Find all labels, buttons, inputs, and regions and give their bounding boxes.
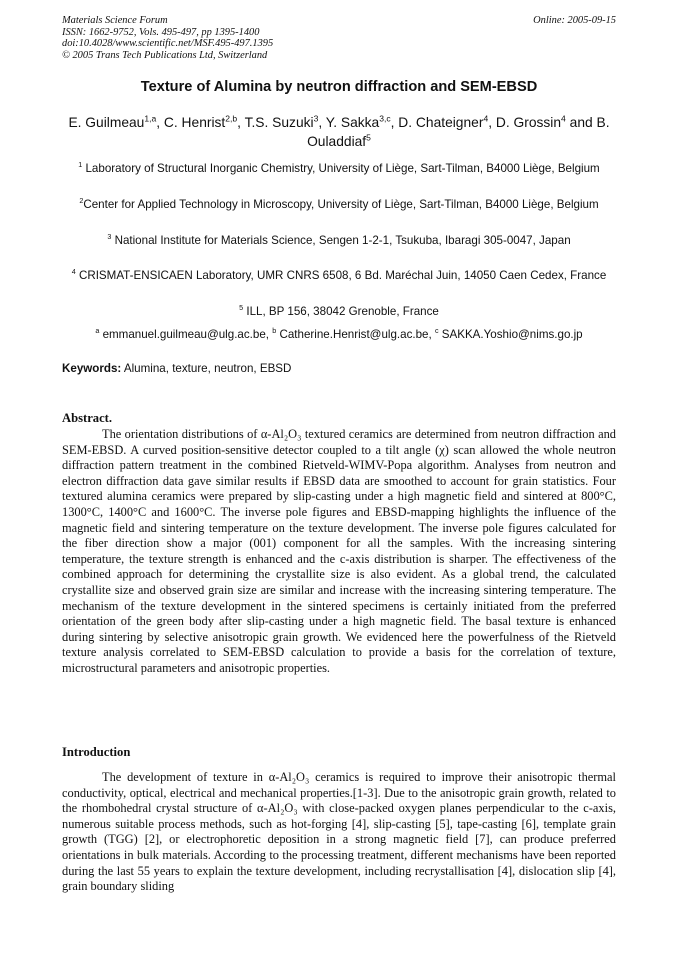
issn-line: ISSN: 1662-9752, Vols. 495-497, pp 1395-1400 [62, 26, 260, 38]
affiliation-1 [62, 161, 616, 178]
author-separator: , [390, 115, 399, 130]
keywords-text: Alumina, texture, neutron, EBSD [121, 362, 292, 375]
author-separator: , [237, 115, 245, 130]
affiliation-number: 1 [78, 160, 83, 170]
author-list [62, 113, 616, 151]
doi-line: doi:10.4028/www.scientific.net/MSF.495-497.1395 [62, 38, 274, 50]
affiliation-4 [62, 268, 616, 285]
online-date: Online: 2005-09-15 [533, 15, 616, 26]
introduction-heading: Introduction [62, 745, 131, 759]
author-affiliation-mark: 4 [483, 113, 489, 124]
author-affiliation-mark: 5 [366, 132, 371, 143]
author-affiliation-mark: 1,a [144, 113, 157, 124]
email-mark: c [434, 326, 439, 336]
keywords [62, 362, 616, 375]
email-address: SAKKA.Yoshio@nims.go.jp [438, 328, 583, 341]
affiliation-text: CRISMAT-ENSICAEN Laboratory, UMR CNRS 6508, 6 Bd. Maréchal Juin, 14050 Caen Cedex, France [75, 269, 607, 282]
affiliation-3 [62, 233, 616, 250]
author-name: C. Henrist [163, 115, 226, 130]
journal-name: Materials Science Forum [62, 15, 168, 26]
affiliation-text: ILL, BP 156, 38042 Grenoble, France [243, 305, 439, 318]
email-mark: a [95, 326, 100, 336]
author-affiliation-mark: 3 [313, 113, 319, 124]
affiliation-number: 3 [107, 232, 112, 242]
affiliation-number: 4 [71, 267, 76, 277]
author-affiliation-mark: 2,b [225, 113, 238, 124]
introduction-text: The development of texture in α-Al₂O₃ ceramics is required to improve their anisotropic thermal conductivity, optical, electrical and mechanical properties.[1-3]. Due to the anisotropic grain growth, related to the rhombohedral crystal structure of α-Al₂O₃ with close-packed oxygen planes perpendicular to the c-axis, numerous suitable process methods, such as hot-forging [4], slip-casting [5], tape-casting [6], template grain growth (TGG) [2], or electrophoretic deposition in a strong magnetic field [7], can produce preferred orientations in bulk materials. According to the processing treatment, different mechanisms have been reported during the last 55 years to explain the texture development, including recrystallisation [4], dislocation slip [4], grain boundary sliding [62, 770, 616, 894]
affiliation-text: Center for Applied Technology in Microscopy, University of Liège, Sart-Tilman, B4000 Liège, Belgium [83, 198, 599, 211]
author-name: Y. Sakka [325, 115, 380, 130]
paper-title: Texture of Alumina by neutron diffraction and SEM-EBSD [140, 79, 538, 95]
author-name: B. Ouladdiaf [307, 115, 610, 149]
author-separator: , [488, 115, 496, 130]
affiliation-text: Laboratory of Structural Inorganic Chemistry, University of Liège, Sart-Tilman, B4000 Liège, Belgium [82, 162, 600, 175]
author-affiliation-mark: 4 [561, 113, 566, 124]
affiliation-text: National Institute for Materials Science, Sengen 1-2-1, Tsukuba, Ibaragi 305-0047, Japan [111, 234, 571, 247]
author-separator: , [156, 115, 164, 130]
abstract-heading: Abstract. [62, 411, 113, 425]
affiliation-5 [62, 304, 616, 321]
author-separator: , [318, 115, 326, 130]
affiliation-number: 5 [239, 303, 244, 313]
affiliation-number: 2 [79, 196, 84, 206]
copyright-line: © 2005 Trans Tech Publications Ltd, Switzerland [62, 49, 268, 61]
author-affiliation-mark: 3,c [379, 113, 391, 124]
keywords-label: Keywords: [62, 362, 122, 375]
author-name: T.S. Suzuki [244, 115, 314, 130]
email-address: emmanuel.guilmeau@ulg.ac.be, [99, 328, 273, 341]
author-name: D. Grossin [495, 115, 562, 130]
author-separator: and [565, 115, 597, 130]
journal-header [62, 15, 616, 61]
email-mark: b [272, 326, 277, 336]
affiliation-2 [62, 197, 616, 214]
author-name: E. Guilmeau [68, 115, 145, 130]
abstract-text: The orientation distributions of α-Al₂O₃ textured ceramics are determined from neutron diffraction and SEM-EBSD. A curved position-sensitive detector coupled to a tilt angle (χ) scan allowed the whole neutron diffraction pattern treatment in the combined Rietveld-WIMV-Popa algorithm. Analyses from neutron and electron diffraction data gave similar results if EBSD data are smoothed to account for grain statistics. Four textured alumina ceramics were prepared by slip-casting under a high magnetic field and sintered at 800°C, 1300°C, 1400°C and 1600°C. The inverse pole figures and EBSD-mapping highlights the influence of the magnetic field and sintering temperature on the texture development. The inverse pole figures calculated for the fiber direction show a major (001) component for all the samples. With the increasing sintering temperature, the texture strength is enhanced and the c-axis distribution is sharper. The effectiveness of the combined approach for determining the crystallite size is also evident. As a global trend, the calculated crystallite size and observed grain size are similar and increase with the increasing sintering temperature. The mechanism of the texture development in the sintered specimens is certainly initiated from the preferred orientation of the green body after slip-casting under a high magnetic field. The basal texture is enhanced during sintering by selective anisotropic grain growth. We evidenced here the powerfulness of the Rietveld texture analysis correlated to SEM-EBSD calculation to provide a basis for the correlation of texture, microstructural parameters and anisotropic properties. [62, 427, 616, 675]
email-line [62, 327, 616, 344]
author-name: D. Chateigner [398, 115, 484, 130]
email-address: Catherine.Henrist@ulg.ac.be, [276, 328, 435, 341]
